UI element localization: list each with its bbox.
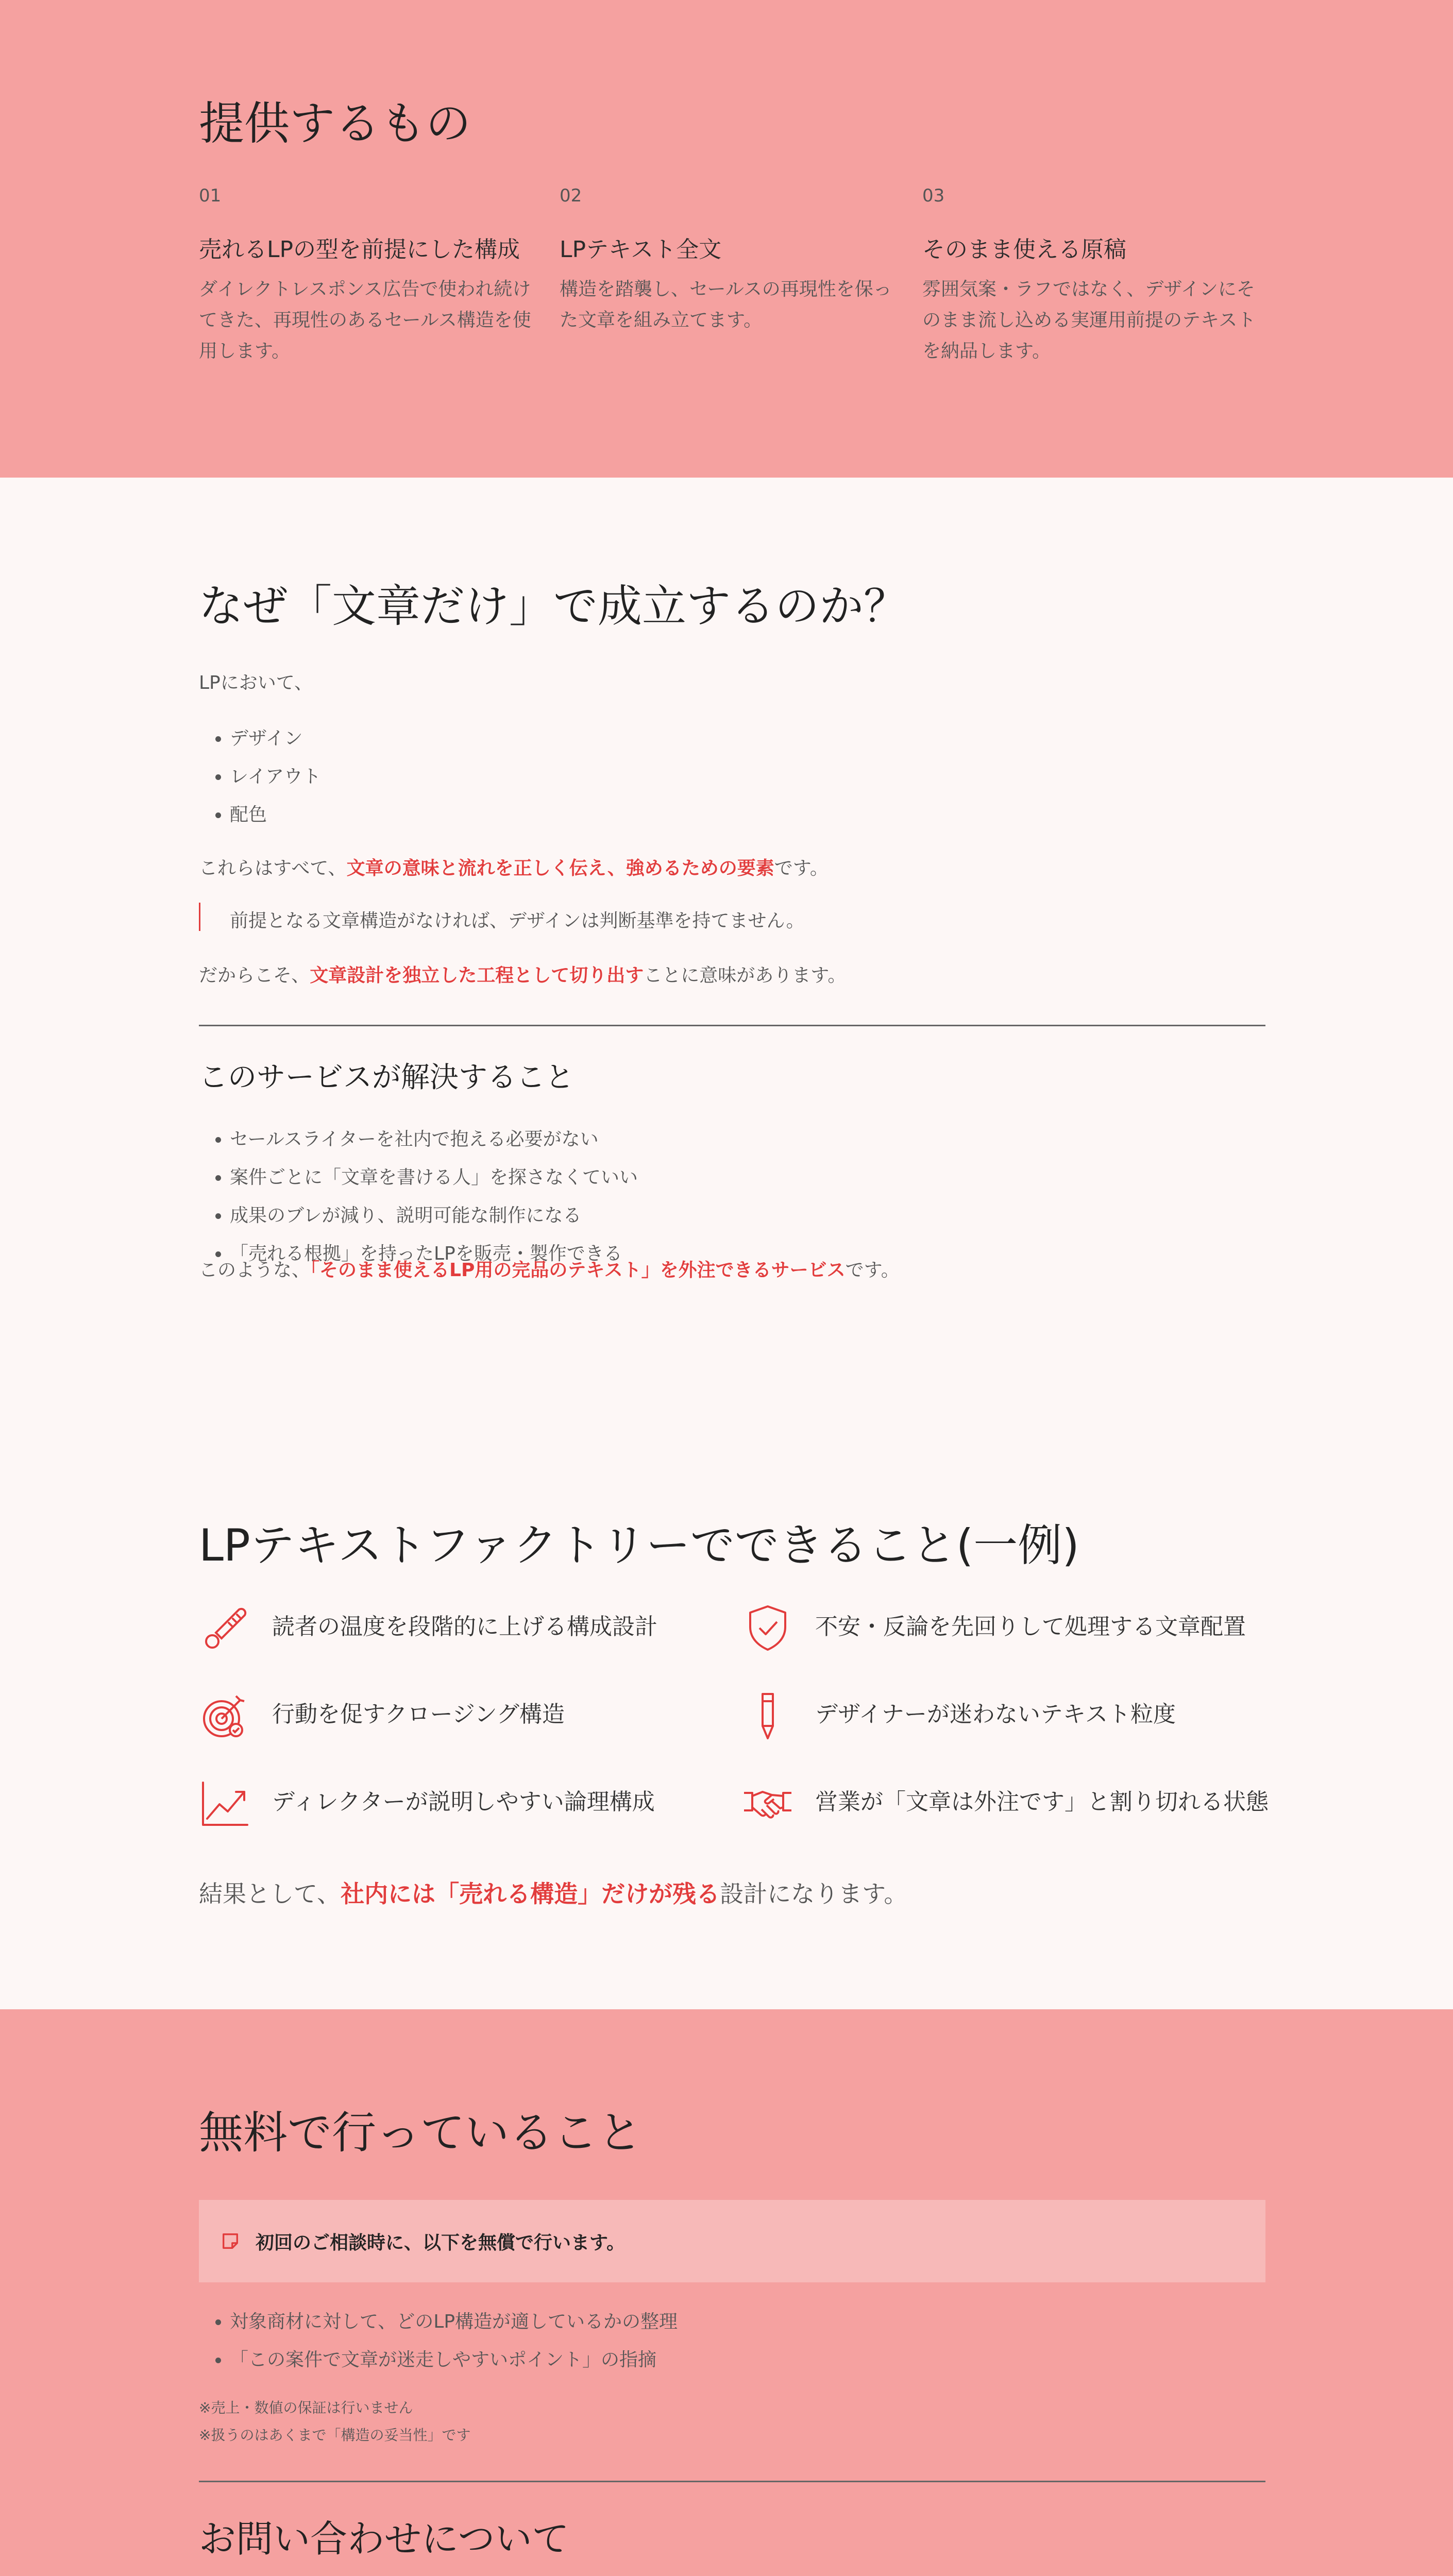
list-item: • デザイン	[230, 720, 321, 758]
text: です。	[774, 858, 829, 879]
feature-label: 読者の温度を段階的に上げる構成設計	[272, 1614, 657, 1640]
offer-section	[0, 0, 1453, 478]
list-item: • 案件ごとに「文章を書ける人」を探さなくていい	[230, 1159, 638, 1197]
feature-label: デザイナーが迷わないテキスト粒度	[815, 1701, 1176, 1727]
feature-item	[742, 1777, 1273, 1829]
shield-check-icon	[742, 1602, 793, 1654]
target-icon	[199, 1690, 250, 1741]
list-item: • 「この案件で文章が迷走しやすいポイント」の指摘	[230, 2341, 678, 2379]
offer-item-title: LPテキスト全文	[560, 236, 722, 263]
emphasis-text: 文章設計を独立した工程として切り出す	[310, 965, 644, 986]
why-paragraph-2	[199, 961, 846, 987]
text: ことに意味があります。	[644, 965, 847, 986]
why-intro: LPにおいて、	[199, 672, 313, 693]
text: だからこそ、	[199, 965, 310, 986]
free-note-1: ※売上・数値の保証は行いません	[199, 2399, 413, 2416]
emphasis-text: 文章の意味と流れを正しく伝え、強めるための要素	[346, 858, 774, 879]
free-title: 無料で行っていること	[199, 2107, 642, 2159]
feature-item	[742, 1690, 1273, 1741]
offer-item-desc: 雰囲気案・ラフではなく、デザインにそのまま流し込める実運用前提のテキストを納品します。	[922, 279, 1256, 362]
solve-title: このサービスが解決すること	[199, 1061, 574, 1094]
feature-label: 営業が「文章は外注です」と割り切れる状態	[815, 1789, 1269, 1815]
free-section	[0, 2009, 1453, 2576]
free-note-box	[199, 2200, 1265, 2282]
feature-label: ディレクターが説明しやすい論理構成	[272, 1789, 655, 1815]
why-section	[0, 478, 1453, 1496]
offer-item-number: 01	[199, 185, 222, 206]
list-item: • 配色	[230, 796, 321, 834]
feature-label: 不安・反論を先回りして処理する文章配置	[815, 1614, 1246, 1640]
thermometer-icon	[199, 1602, 250, 1654]
why-quote: 前提となる文章構造がなければ、デザインは判断基準を持てません。	[230, 910, 805, 931]
emphasis-text: 社内には「売れる構造」だけが残る	[341, 1880, 720, 1908]
offer-item-desc: 構造を踏襲し、セールスの再現性を保った文章を組み立てます。	[560, 279, 892, 331]
list-item: • 対象商材に対して、どのLP構造が適しているかの整理	[230, 2303, 678, 2341]
text: 設計になります。	[720, 1880, 908, 1908]
quote-bar	[199, 903, 200, 931]
text: です。	[845, 1260, 900, 1281]
handshake-icon	[742, 1777, 793, 1829]
list-item: • レイアウト	[230, 758, 321, 796]
divider	[199, 2481, 1265, 2482]
free-list	[199, 2303, 678, 2379]
offer-title: 提供するもの	[199, 97, 471, 150]
emphasis-text: 「そのまま使えるLP用の完品のテキスト」を外注できるサービス	[310, 1260, 846, 1281]
why-paragraph-3	[199, 1256, 900, 1282]
chart-up-icon	[199, 1777, 250, 1829]
offer-item-number: 03	[922, 185, 945, 206]
solve-list	[199, 1121, 638, 1273]
free-note-2: ※扱うのはあくまで「構造の妥当性」です	[199, 2427, 471, 2444]
free-note-text: 初回のご相談時に、以下を無償で行います。	[256, 2232, 626, 2253]
feature-item	[199, 1777, 730, 1829]
offer-item-title: そのまま使える原稿	[922, 236, 1126, 263]
feature-item	[199, 1602, 730, 1654]
contact-title: お問い合わせについて	[199, 2517, 569, 2561]
offer-item	[922, 185, 1262, 367]
offer-item-desc: ダイレクトレスポンス広告で使われ続けてきた、再現性のあるセールス構造を使用します。	[199, 279, 531, 362]
offer-item-number: 02	[560, 185, 582, 206]
can-section	[0, 1494, 1453, 2009]
text: 結果として、	[199, 1880, 341, 1908]
can-title: LPテキストファクトリーでできること(一例)	[199, 1520, 1079, 1571]
list-item: • 成果のブレが減り、説明可能な制作になる	[230, 1197, 638, 1235]
divider	[199, 1025, 1265, 1026]
offer-item	[199, 185, 539, 367]
feature-label: 行動を促すクロージング構造	[272, 1701, 565, 1727]
text: これらはすべて、	[199, 858, 347, 879]
list-item: • 「売れる根拠」を持ったLPを販売・製作できる	[230, 1235, 638, 1273]
why-title: なぜ「文章だけ」で成立するのか？	[199, 581, 908, 632]
note-icon	[221, 2231, 240, 2251]
why-paragraph-1	[199, 854, 829, 880]
feature-item	[742, 1602, 1273, 1654]
text: このような、	[199, 1260, 311, 1281]
offer-item-title: 売れるLPの型を前提にした構成	[199, 236, 520, 263]
why-list	[199, 720, 321, 834]
can-result	[199, 1875, 907, 1909]
list-item: • セールスライターを社内で抱える必要がない	[230, 1121, 638, 1159]
offer-item	[560, 185, 900, 336]
pencil-icon	[742, 1690, 793, 1741]
feature-item	[199, 1690, 730, 1741]
